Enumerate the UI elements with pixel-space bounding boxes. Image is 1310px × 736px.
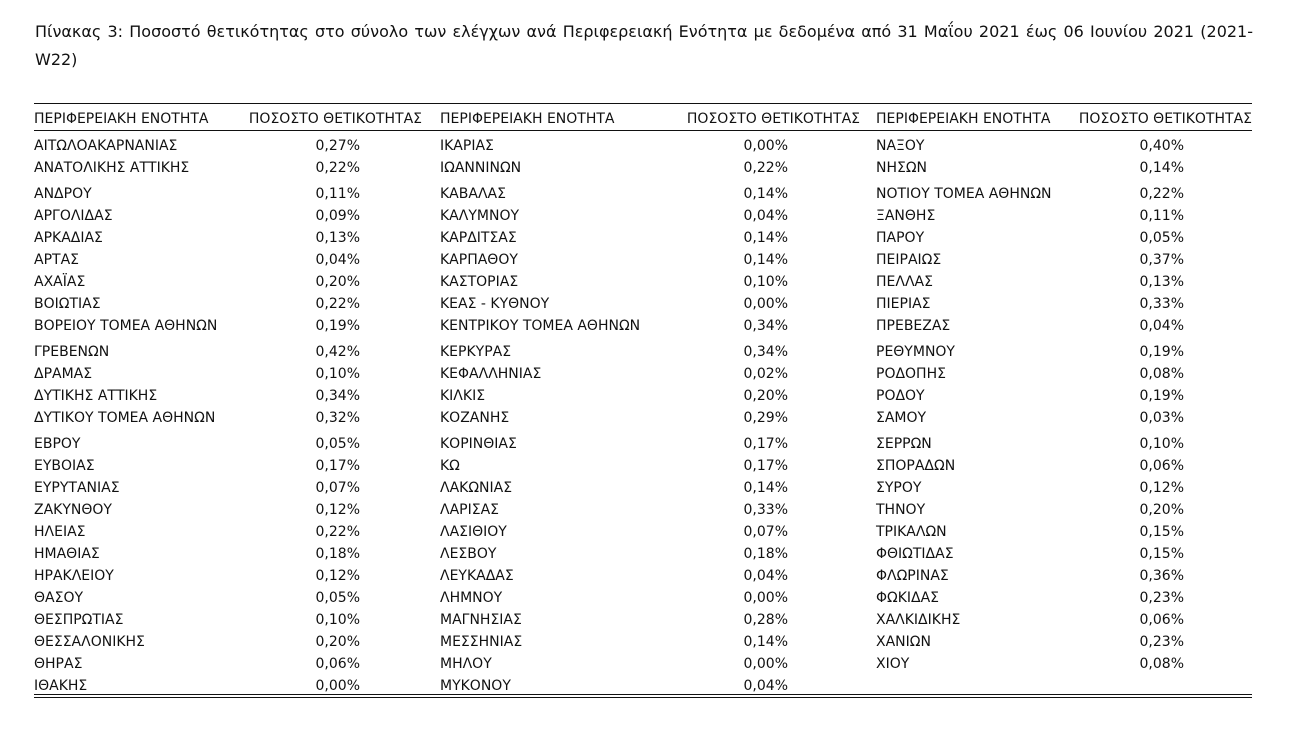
region-name: ΜΕΣΣΗΝΙΑΣ <box>440 634 523 650</box>
region-name: ΚΑΣΤΟΡΙΑΣ <box>440 274 519 290</box>
region-name: ΚΩ <box>440 458 460 474</box>
region-name: ΙΩΑΝΝΙΝΩΝ <box>440 160 522 176</box>
region-name: ΧΑΝΙΩΝ <box>876 634 931 650</box>
positivity-rate: 0,08% <box>1139 656 1184 672</box>
positivity-rate: 0,00% <box>743 296 788 312</box>
table-row <box>440 455 860 477</box>
region-name: ΗΡΑΚΛΕΙΟΥ <box>34 568 114 584</box>
region-header: ΠΕΡΙΦΕΡΕΙΑΚΗ ΕΝΟΤΗΤΑ <box>876 111 1051 127</box>
positivity-rate: 0,23% <box>1139 634 1184 650</box>
table-row <box>34 363 426 385</box>
table-row <box>34 653 426 675</box>
positivity-rate: 0,22% <box>1139 186 1184 202</box>
positivity-rate: 0,22% <box>315 524 360 540</box>
table-top-rule <box>34 103 1252 104</box>
positivity-rate: 0,06% <box>1139 612 1184 628</box>
positivity-rate: 0,00% <box>743 138 788 154</box>
region-name: ΔΥΤΙΚΗΣ ΑΤΤΙΚΗΣ <box>34 388 158 404</box>
table-row <box>876 407 1252 433</box>
table-row <box>440 565 860 587</box>
positivity-rate: 0,22% <box>315 160 360 176</box>
table-row <box>876 433 1252 455</box>
positivity-rate: 0,11% <box>315 186 360 202</box>
positivity-rate: 0,19% <box>1139 344 1184 360</box>
table-column-1 <box>34 111 426 697</box>
positivity-rate: 0,04% <box>743 208 788 224</box>
region-name: ΡΕΘΥΜΝΟΥ <box>876 344 955 360</box>
table-row <box>34 205 426 227</box>
positivity-rate: 0,20% <box>315 634 360 650</box>
table-row <box>440 653 860 675</box>
region-name: ΚΕΝΤΡΙΚΟΥ ΤΟΜΕΑ ΑΘΗΝΩΝ <box>440 318 641 334</box>
region-name: ΛΕΣΒΟΥ <box>440 546 497 562</box>
positivity-rate: 0,04% <box>743 678 788 694</box>
table-row <box>440 407 860 433</box>
region-name: ΘΕΣΠΡΩΤΙΑΣ <box>34 612 124 628</box>
table-row <box>34 631 426 653</box>
region-name: ΑΡΓΟΛΙΔΑΣ <box>34 208 113 224</box>
positivity-rate: 0,36% <box>1139 568 1184 584</box>
table-row <box>440 271 860 293</box>
region-name: ΘΑΣΟΥ <box>34 590 84 606</box>
region-name: ΛΑΡΙΣΑΣ <box>440 502 499 518</box>
region-name: ΑΡΤΑΣ <box>34 252 79 268</box>
table-row <box>34 609 426 631</box>
table-row <box>440 499 860 521</box>
positivity-rate: 0,04% <box>743 568 788 584</box>
region-name: ΕΥΡΥΤΑΝΙΑΣ <box>34 480 120 496</box>
region-name: ΣΥΡΟΥ <box>876 480 922 496</box>
region-name: ΣΕΡΡΩΝ <box>876 436 932 452</box>
positivity-rate: 0,12% <box>315 502 360 518</box>
table-row <box>34 157 426 183</box>
region-name: ΗΜΑΘΙΑΣ <box>34 546 100 562</box>
positivity-rate: 0,00% <box>743 590 788 606</box>
table-row <box>876 205 1252 227</box>
region-name: ΦΛΩΡΙΝΑΣ <box>876 568 949 584</box>
positivity-rate: 0,05% <box>315 590 360 606</box>
region-name: ΚΕΑΣ - ΚΥΘΝΟΥ <box>440 296 550 312</box>
region-name: ΑΧΑΪΑΣ <box>34 274 86 290</box>
positivity-rate: 0,07% <box>743 524 788 540</box>
region-name: ΔΥΤΙΚΟΥ ΤΟΜΕΑ ΑΘΗΝΩΝ <box>34 410 216 426</box>
positivity-rate: 0,23% <box>1139 590 1184 606</box>
positivity-rate: 0,14% <box>743 230 788 246</box>
region-name: ΚΑΛΥΜΝΟΥ <box>440 208 520 224</box>
region-name: ΧΑΛΚΙΔΙΚΗΣ <box>876 612 961 628</box>
table-row <box>34 249 426 271</box>
positivity-rate: 0,14% <box>1139 160 1184 176</box>
rows <box>876 135 1252 675</box>
table-row <box>440 157 860 183</box>
table-row <box>34 293 426 315</box>
positivity-rate: 0,10% <box>743 274 788 290</box>
region-name: ΙΚΑΡΙΑΣ <box>440 138 494 154</box>
region-name: ΧΙΟΥ <box>876 656 910 672</box>
region-name: ΛΕΥΚΑΔΑΣ <box>440 568 514 584</box>
region-name: ΠΕΙΡΑΙΩΣ <box>876 252 942 268</box>
table-row <box>876 341 1252 363</box>
region-header: ΠΕΡΙΦΕΡΕΙΑΚΗ ΕΝΟΤΗΤΑ <box>440 111 615 127</box>
table-row <box>876 565 1252 587</box>
positivity-rate: 0,12% <box>1139 480 1184 496</box>
table-row <box>34 183 426 205</box>
positivity-rate: 0,06% <box>315 656 360 672</box>
region-name: ΚΟΡΙΝΘΙΑΣ <box>440 436 517 452</box>
table-row <box>876 543 1252 565</box>
positivity-rate: 0,29% <box>743 410 788 426</box>
region-name: ΓΡΕΒΕΝΩΝ <box>34 344 110 360</box>
positivity-rate: 0,20% <box>1139 502 1184 518</box>
positivity-rate: 0,19% <box>315 318 360 334</box>
table-column-3 <box>876 111 1252 675</box>
region-name: ΖΑΚΥΝΘΟΥ <box>34 502 112 518</box>
table-row <box>34 477 426 499</box>
table-row <box>876 227 1252 249</box>
region-name: ΝΑΞΟΥ <box>876 138 925 154</box>
table-row <box>440 315 860 341</box>
table-row <box>34 227 426 249</box>
table-row <box>876 455 1252 477</box>
positivity-rate: 0,07% <box>315 480 360 496</box>
positivity-rate: 0,37% <box>1139 252 1184 268</box>
region-name: ΑΙΤΩΛΟΑΚΑΡΝΑΝΙΑΣ <box>34 138 178 154</box>
rows <box>34 135 426 697</box>
table-row <box>876 157 1252 183</box>
table-row <box>34 543 426 565</box>
positivity-rate: 0,22% <box>743 160 788 176</box>
positivity-rate: 0,05% <box>315 436 360 452</box>
positivity-rate: 0,19% <box>1139 388 1184 404</box>
region-name: ΔΡΑΜΑΣ <box>34 366 93 382</box>
table-row <box>876 385 1252 407</box>
table-column-2 <box>440 111 860 697</box>
region-name: ΒΟΙΩΤΙΑΣ <box>34 296 101 312</box>
rate-header: ΠΟΣΟΣΤΟ ΘΕΤΙΚΟΤΗΤΑΣ <box>1078 111 1252 127</box>
table-row <box>34 565 426 587</box>
region-name: ΕΒΡΟΥ <box>34 436 81 452</box>
positivity-rate: 0,14% <box>743 634 788 650</box>
table-row <box>876 609 1252 631</box>
region-name: ΑΝΑΤΟΛΙΚΗΣ ΑΤΤΙΚΗΣ <box>34 160 190 176</box>
region-name: ΑΝΔΡΟΥ <box>34 186 92 202</box>
rate-header: ΠΟΣΟΣΤΟ ΘΕΤΙΚΟΤΗΤΑΣ <box>686 111 860 127</box>
table-caption: Πίνακας 3: Ποσοστό θετικότητας στο σύνολο των ελέγχων ανά Περιφερειακή Ενότητα με δεδομένα από 31 Μαΐου 2021 έως 06 Ιουνίου 2021 (2021-W22) <box>35 22 1253 69</box>
table-row <box>440 293 860 315</box>
positivity-rate: 0,14% <box>743 252 788 268</box>
region-name: ΤΗΝΟΥ <box>876 502 926 518</box>
positivity-rate: 0,10% <box>315 612 360 628</box>
positivity-rate: 0,17% <box>743 436 788 452</box>
table-row <box>440 385 860 407</box>
positivity-rate: 0,32% <box>315 410 360 426</box>
table-row <box>34 385 426 407</box>
region-name: ΚΙΛΚΙΣ <box>440 388 486 404</box>
positivity-rate: 0,33% <box>1139 296 1184 312</box>
table-row <box>440 341 860 363</box>
positivity-rate: 0,18% <box>743 546 788 562</box>
table-row <box>440 249 860 271</box>
table-row <box>440 587 860 609</box>
positivity-rate: 0,06% <box>1139 458 1184 474</box>
region-name: ΜΑΓΝΗΣΙΑΣ <box>440 612 522 628</box>
table-row <box>876 249 1252 271</box>
region-name: ΚΑΡΠΑΘΟΥ <box>440 252 518 268</box>
positivity-rate: 0,05% <box>1139 230 1184 246</box>
region-name: ΜΥΚΟΝΟΥ <box>440 678 511 694</box>
positivity-rate: 0,34% <box>743 344 788 360</box>
positivity-rate: 0,00% <box>315 678 360 694</box>
region-name: ΠΑΡΟΥ <box>876 230 925 246</box>
region-name: ΚΑΡΔΙΤΣΑΣ <box>440 230 517 246</box>
table-row <box>34 315 426 341</box>
table-row <box>876 135 1252 157</box>
table-row <box>440 183 860 205</box>
positivity-rate: 0,20% <box>315 274 360 290</box>
table-row <box>876 477 1252 499</box>
region-name: ΕΥΒΟΙΑΣ <box>34 458 95 474</box>
positivity-rate: 0,04% <box>315 252 360 268</box>
region-name: ΦΘΙΩΤΙΔΑΣ <box>876 546 954 562</box>
positivity-rate: 0,09% <box>315 208 360 224</box>
table-row <box>34 271 426 293</box>
region-name: ΗΛΕΙΑΣ <box>34 524 86 540</box>
table-row <box>440 631 860 653</box>
positivity-rate: 0,15% <box>1139 524 1184 540</box>
column-header <box>34 111 426 131</box>
table-row <box>876 587 1252 609</box>
positivity-rate: 0,12% <box>315 568 360 584</box>
region-name: ΚΕΡΚΥΡΑΣ <box>440 344 512 360</box>
table-row <box>440 205 860 227</box>
region-name: ΒΟΡΕΙΟΥ ΤΟΜΕΑ ΑΘΗΝΩΝ <box>34 318 218 334</box>
table-row <box>876 499 1252 521</box>
positivity-rate: 0,28% <box>743 612 788 628</box>
positivity-rate: 0,13% <box>1139 274 1184 290</box>
positivity-rate: 0,14% <box>743 480 788 496</box>
region-name: ΠΡΕΒΕΖΑΣ <box>876 318 951 334</box>
table-row <box>440 477 860 499</box>
positivity-rate: 0,33% <box>743 502 788 518</box>
rows <box>440 135 860 697</box>
positivity-rate: 0,04% <box>1139 318 1184 334</box>
positivity-rate: 0,08% <box>1139 366 1184 382</box>
positivity-rate: 0,22% <box>315 296 360 312</box>
region-name: ΑΡΚΑΔΙΑΣ <box>34 230 103 246</box>
table-row <box>876 521 1252 543</box>
positivity-rate: 0,40% <box>1139 138 1184 154</box>
region-name: ΡΟΔΟΥ <box>876 388 925 404</box>
positivity-rate: 0,02% <box>743 366 788 382</box>
positivity-rate: 0,10% <box>315 366 360 382</box>
positivity-rate: 0,17% <box>315 458 360 474</box>
region-name: ΘΕΣΣΑΛΟΝΙΚΗΣ <box>34 634 145 650</box>
table-row <box>440 521 860 543</box>
positivity-rate: 0,18% <box>315 546 360 562</box>
positivity-rate: 0,20% <box>743 388 788 404</box>
positivity-rate: 0,42% <box>315 344 360 360</box>
table-row <box>34 499 426 521</box>
table-row <box>34 587 426 609</box>
table-row <box>876 293 1252 315</box>
table-row <box>34 455 426 477</box>
region-name: ΝΟΤΙΟΥ ΤΟΜΕΑ ΑΘΗΝΩΝ <box>876 186 1052 202</box>
table-row <box>440 609 860 631</box>
positivity-rate: 0,15% <box>1139 546 1184 562</box>
positivity-rate: 0,34% <box>743 318 788 334</box>
table-row <box>440 433 860 455</box>
region-header: ΠΕΡΙΦΕΡΕΙΑΚΗ ΕΝΟΤΗΤΑ <box>34 111 209 127</box>
region-name: ΣΑΜΟΥ <box>876 410 927 426</box>
region-name: ΠΙΕΡΙΑΣ <box>876 296 931 312</box>
table-row <box>440 543 860 565</box>
positivity-rate: 0,34% <box>315 388 360 404</box>
positivity-rate: 0,10% <box>1139 436 1184 452</box>
rate-header: ΠΟΣΟΣΤΟ ΘΕΤΙΚΟΤΗΤΑΣ <box>248 111 422 127</box>
table-row <box>876 363 1252 385</box>
table-bottom-rule <box>34 694 1252 695</box>
table-row <box>34 135 426 157</box>
region-name: ΡΟΔΟΠΗΣ <box>876 366 946 382</box>
positivity-rate: 0,00% <box>743 656 788 672</box>
table-row <box>876 631 1252 653</box>
region-name: ΚΕΦΑΛΛΗΝΙΑΣ <box>440 366 542 382</box>
region-name: ΛΑΣΙΘΙΟΥ <box>440 524 507 540</box>
column-header <box>876 111 1252 131</box>
positivity-rate: 0,27% <box>315 138 360 154</box>
table-row <box>440 363 860 385</box>
region-name: ΞΑΝΘΗΣ <box>876 208 936 224</box>
region-name: ΚΟΖΑΝΗΣ <box>440 410 510 426</box>
table-row <box>440 135 860 157</box>
table-row <box>34 433 426 455</box>
table-row <box>876 183 1252 205</box>
table-row <box>440 227 860 249</box>
table-row <box>34 521 426 543</box>
region-name: ΛΑΚΩΝΙΑΣ <box>440 480 513 496</box>
table-row <box>876 271 1252 293</box>
table-bottom-rule-double <box>34 697 1252 698</box>
positivity-rate: 0,11% <box>1139 208 1184 224</box>
positivity-rate: 0,17% <box>743 458 788 474</box>
table-row <box>876 653 1252 675</box>
region-name: ΙΘΑΚΗΣ <box>34 678 88 694</box>
region-name: ΚΑΒΑΛΑΣ <box>440 186 506 202</box>
column-header <box>440 111 860 131</box>
positivity-rate: 0,03% <box>1139 410 1184 426</box>
region-name: ΜΗΛΟΥ <box>440 656 492 672</box>
region-name: ΤΡΙΚΑΛΩΝ <box>876 524 947 540</box>
table-row <box>34 407 426 433</box>
table-row <box>876 315 1252 341</box>
positivity-rate: 0,14% <box>743 186 788 202</box>
region-name: ΦΩΚΙΔΑΣ <box>876 590 940 606</box>
positivity-rate: 0,13% <box>315 230 360 246</box>
region-name: ΠΕΛΛΑΣ <box>876 274 933 290</box>
region-name: ΝΗΣΩΝ <box>876 160 928 176</box>
region-name: ΣΠΟΡΑΔΩΝ <box>876 458 956 474</box>
table-row <box>34 341 426 363</box>
region-name: ΘΗΡΑΣ <box>34 656 83 672</box>
region-name: ΛΗΜΝΟΥ <box>440 590 503 606</box>
